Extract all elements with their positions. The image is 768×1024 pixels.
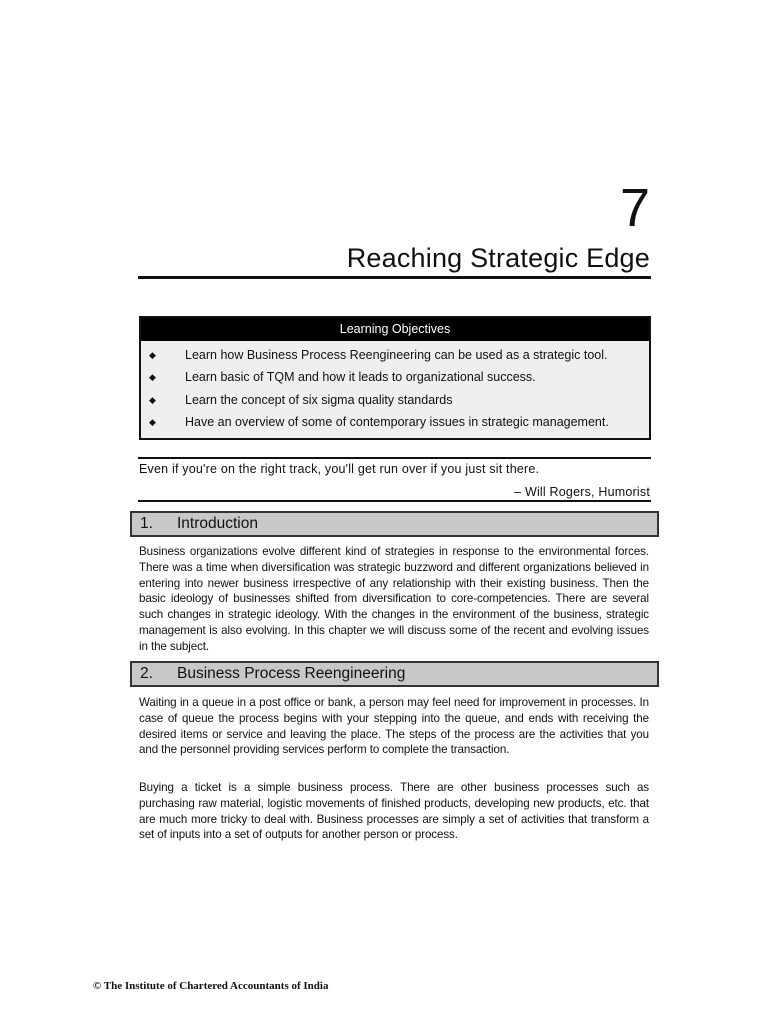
section-number: 2. bbox=[140, 665, 153, 682]
copyright-footer: © The Institute of Chartered Accountants of India bbox=[93, 980, 329, 992]
objective-text: Learn how Business Process Reengineering can be used as a strategic tool. bbox=[185, 348, 608, 362]
paragraph: Waiting in a queue in a post office or bank, a person may feel need for improvement in processes. In case of queue the process begins with your stepping into the queue, and ends with receiving the desired items or service and leaving the place. The steps of the process are the activities that you and the personnel providing services perform to complete the transaction. bbox=[139, 696, 649, 757]
title-divider bbox=[138, 276, 651, 279]
diamond-bullet-icon: ◆ bbox=[149, 394, 156, 405]
epigraph-author: – Will Rogers, Humorist bbox=[514, 485, 650, 499]
quote-top-divider bbox=[138, 457, 651, 459]
learning-objectives-heading: Learning Objectives bbox=[141, 318, 649, 341]
epigraph-quote: Even if you're on the right track, you'll get run over if you just sit there. bbox=[139, 462, 540, 476]
chapter-number: 7 bbox=[619, 178, 650, 238]
learning-objectives-list bbox=[141, 341, 649, 438]
objective-text: Learn basic of TQM and how it leads to organizational success. bbox=[185, 370, 536, 385]
diamond-bullet-icon: ◆ bbox=[149, 416, 156, 427]
chapter-title: Reaching Strategic Edge bbox=[346, 243, 650, 273]
paragraph: Business organizations evolve different kind of strategies in response to the environmental forces. There was a time when diversification was strategic buzzword and different organizations believed in entering into newer business irrespective of any relationship with their existing business. Then the basic ideology of businesses shifted from diversification to core-competencies. There are several such changes in strategic ideology. With the changes in the environment of the business, strategic management is also evolving. In this chapter we will discuss some of the recent and evolving issues in the subject. bbox=[139, 545, 649, 653]
section-title: Business Process Reengineering bbox=[177, 665, 406, 682]
learning-objectives-box bbox=[139, 316, 651, 440]
quote-bottom-divider bbox=[138, 500, 651, 502]
list-item bbox=[141, 344, 649, 366]
list-item bbox=[141, 411, 649, 433]
section-number: 1. bbox=[140, 515, 153, 532]
section-heading-bpr bbox=[130, 661, 659, 687]
section-title: Introduction bbox=[177, 515, 258, 532]
section-heading-introduction bbox=[130, 511, 659, 537]
objective-text: Have an overview of some of contemporary issues in strategic management. bbox=[185, 414, 609, 429]
diamond-bullet-icon: ◆ bbox=[149, 350, 156, 360]
objective-text: Learn the concept of six sigma quality standards bbox=[185, 392, 453, 407]
diamond-bullet-icon: ◆ bbox=[149, 372, 156, 383]
list-item bbox=[141, 366, 649, 388]
list-item bbox=[141, 389, 649, 411]
paragraph: Buying a ticket is a simple business process. There are other business processes such as purchasing raw material, logistic movements of finished products, developing new products, etc. that are much more tricky to deal with. Business processes are simply a set of activities that transform a set of inputs into a set of outputs for another person or process. bbox=[139, 781, 649, 842]
